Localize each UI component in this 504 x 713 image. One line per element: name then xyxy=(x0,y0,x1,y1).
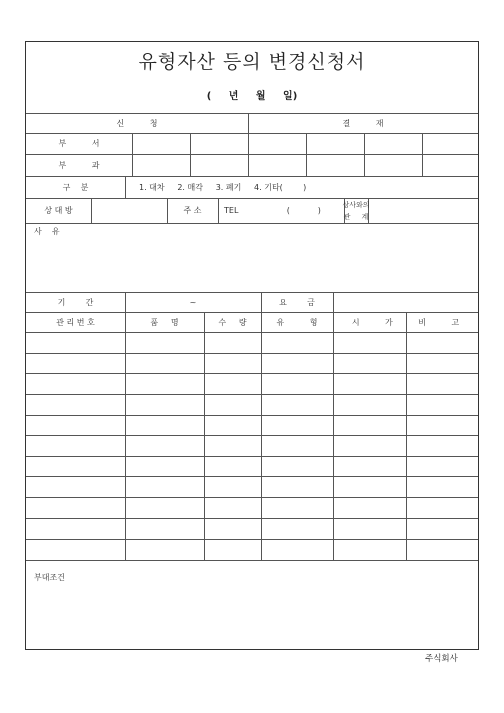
divider xyxy=(306,133,307,176)
reason-label: 사 유 xyxy=(34,226,60,236)
divider xyxy=(26,539,478,540)
relation-label-1: 상사와의 xyxy=(342,201,370,209)
period-range: ~ xyxy=(189,297,197,307)
address-label: 주 소 xyxy=(183,206,202,215)
divider xyxy=(406,312,407,560)
divider xyxy=(26,560,478,561)
applicant-header: 신 청 xyxy=(116,118,158,128)
category-options: 1. 대차 2. 매각 3. 폐기 4. 기타( ) xyxy=(139,182,307,192)
header-management-number: 관 리 번 호 xyxy=(56,317,95,327)
divider xyxy=(26,518,478,519)
fee-label: 요 금 xyxy=(279,297,315,307)
divider xyxy=(26,394,478,395)
divider xyxy=(125,312,126,560)
divider xyxy=(26,497,478,498)
counterparty-label: 상 대 방 xyxy=(44,206,73,215)
category-label: 구 분 xyxy=(62,182,89,192)
header-price-remarks: 시 가 비 고 xyxy=(351,317,460,327)
divider xyxy=(333,292,334,312)
approval-header: 결 재 xyxy=(342,118,384,128)
divider xyxy=(91,198,92,223)
period-label: 기 간 xyxy=(57,297,94,307)
divider xyxy=(190,133,191,176)
form-date-line: ( 년 월 일) xyxy=(206,91,298,102)
section-label: 부 과 xyxy=(58,160,100,170)
header-type: 유 형 xyxy=(276,317,318,327)
divider xyxy=(26,456,478,457)
company-label: 주식회사 xyxy=(425,654,458,664)
divider xyxy=(132,133,133,176)
divider xyxy=(422,133,423,176)
divider xyxy=(26,332,478,333)
relation-label-2: 관 계 xyxy=(343,213,369,221)
department-label: 부 서 xyxy=(58,139,100,148)
divider xyxy=(26,476,478,477)
conditions-label: 부대조건 xyxy=(34,572,65,582)
divider xyxy=(333,312,334,560)
divider xyxy=(26,223,478,224)
tel-field: TEL ( ) xyxy=(224,206,321,215)
divider xyxy=(261,312,262,560)
divider xyxy=(364,133,365,176)
header-quantity: 수 량 xyxy=(218,317,247,327)
divider xyxy=(204,312,205,560)
change-request-form xyxy=(25,41,479,650)
form-title: 유형자산 등의 변경신청서 xyxy=(138,51,366,73)
divider xyxy=(26,415,478,416)
header-item-name: 품 명 xyxy=(150,317,179,327)
divider xyxy=(26,435,478,436)
divider xyxy=(26,373,478,374)
divider xyxy=(26,353,478,354)
